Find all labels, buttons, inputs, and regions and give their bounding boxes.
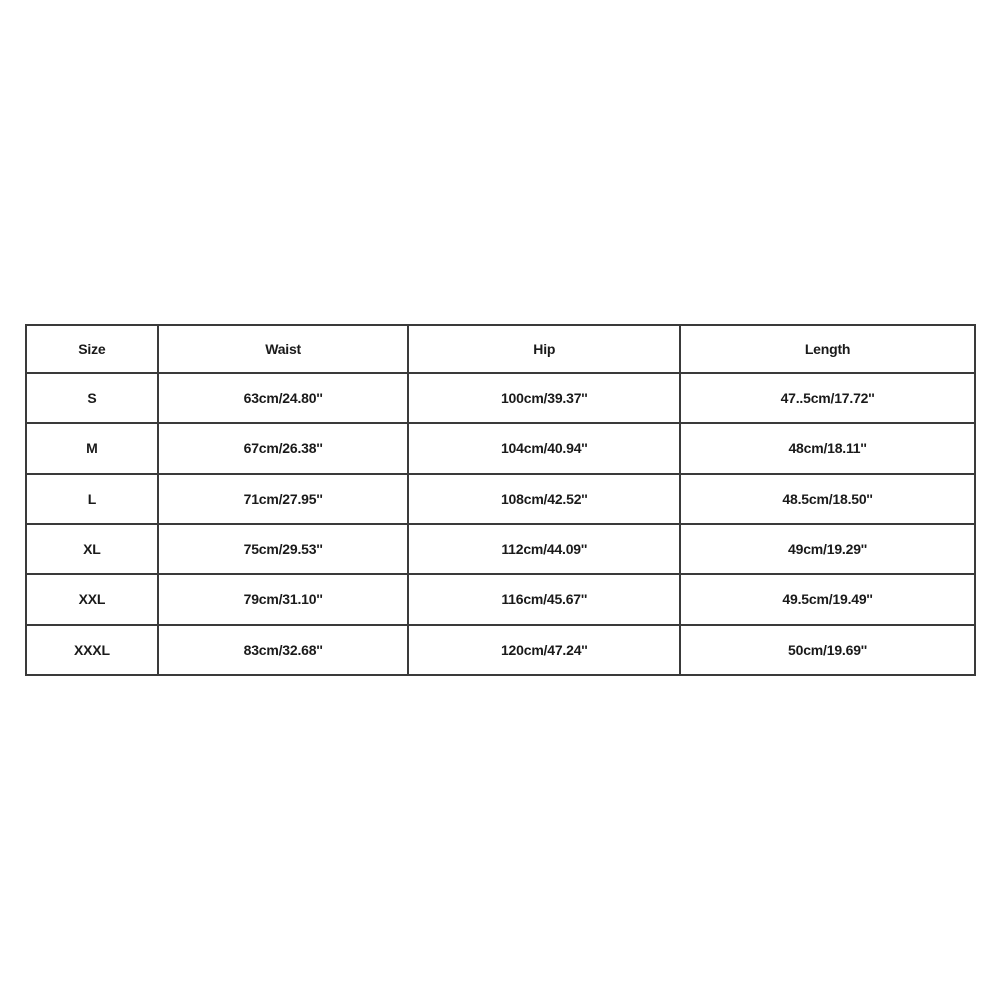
cell-waist: 71cm/27.95'' [158, 474, 409, 524]
cell-waist: 79cm/31.10'' [158, 574, 409, 624]
cell-size: L [26, 474, 158, 524]
table-row [26, 373, 975, 423]
table-row [26, 423, 975, 473]
table-row [26, 524, 975, 574]
cell-hip: 112cm/44.09'' [408, 524, 680, 574]
header-waist: Waist [158, 325, 409, 373]
cell-waist: 75cm/29.53'' [158, 524, 409, 574]
cell-hip: 104cm/40.94'' [408, 423, 680, 473]
cell-length: 48.5cm/18.50'' [680, 474, 975, 524]
table-row [26, 474, 975, 524]
cell-hip: 100cm/39.37'' [408, 373, 680, 423]
table-header-row [26, 325, 975, 373]
cell-waist: 67cm/26.38'' [158, 423, 409, 473]
cell-size: XXL [26, 574, 158, 624]
cell-hip: 108cm/42.52'' [408, 474, 680, 524]
cell-length: 47..5cm/17.72'' [680, 373, 975, 423]
cell-size: XXXL [26, 625, 158, 675]
cell-length: 48cm/18.11'' [680, 423, 975, 473]
cell-size: S [26, 373, 158, 423]
cell-length: 49.5cm/19.49'' [680, 574, 975, 624]
size-chart-table [25, 324, 976, 676]
cell-length: 50cm/19.69'' [680, 625, 975, 675]
cell-length: 49cm/19.29'' [680, 524, 975, 574]
cell-hip: 120cm/47.24'' [408, 625, 680, 675]
cell-hip: 116cm/45.67'' [408, 574, 680, 624]
cell-size: XL [26, 524, 158, 574]
cell-size: M [26, 423, 158, 473]
header-size: Size [26, 325, 158, 373]
cell-waist: 63cm/24.80'' [158, 373, 409, 423]
header-length: Length [680, 325, 975, 373]
table-row [26, 625, 975, 675]
cell-waist: 83cm/32.68'' [158, 625, 409, 675]
header-hip: Hip [408, 325, 680, 373]
table-row [26, 574, 975, 624]
